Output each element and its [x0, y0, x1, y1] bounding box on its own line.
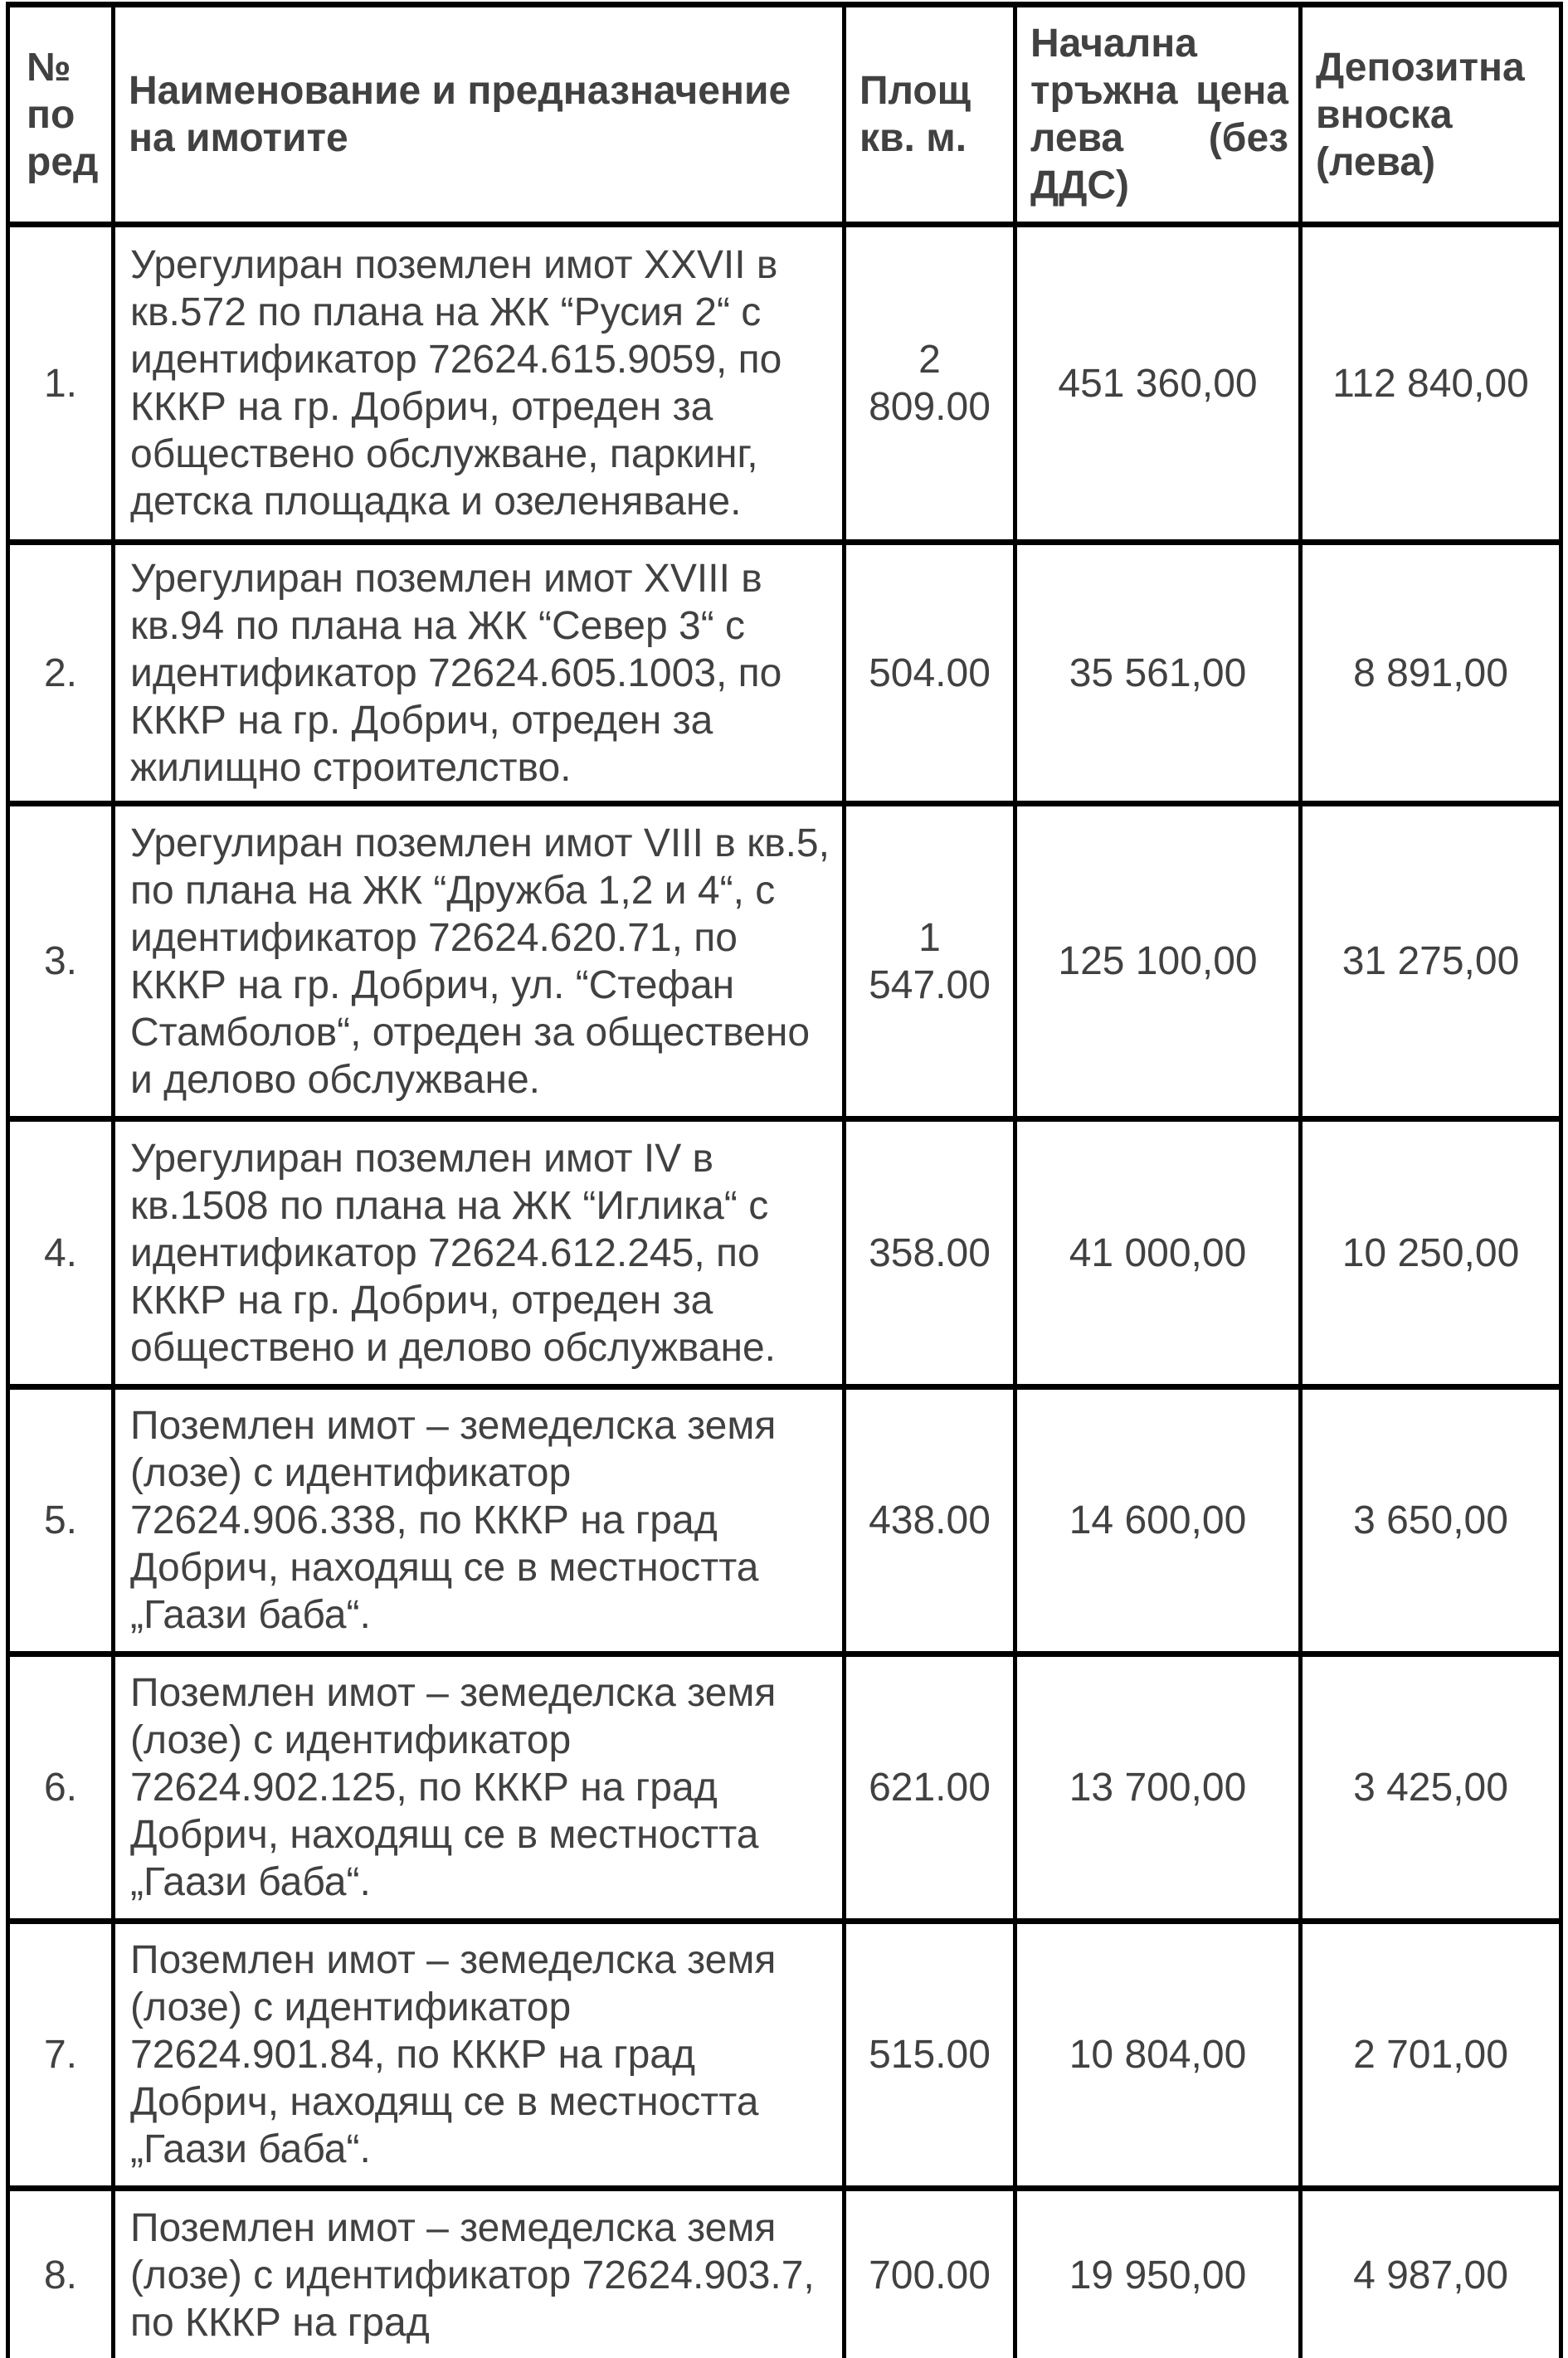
- table-row: [8, 225, 1561, 543]
- start-price: 451 360,00: [1015, 225, 1301, 543]
- start-price: 41 000,00: [1015, 1119, 1301, 1387]
- property-name: Урегулиран поземлен имот IV в кв.1508 по плана на ЖК “Иглика“ с идентификатор 72624.612.245, по КККР на гр. Добрич, отреден за обществено и делово обслужване.: [114, 1119, 845, 1387]
- deposit-amount: 31 275,00: [1301, 804, 1561, 1119]
- deposit-amount: 3 650,00: [1301, 1387, 1561, 1654]
- property-area: 700.00: [845, 2189, 1015, 2358]
- row-number: 3.: [8, 804, 114, 1119]
- header-cell-deposit: Депозитна вноска (лева): [1301, 5, 1561, 225]
- deposit-amount: 2 701,00: [1301, 1922, 1561, 2189]
- start-price: 19 950,00: [1015, 2189, 1301, 2358]
- table-row: [8, 1654, 1561, 1922]
- table-row: [8, 1119, 1561, 1387]
- property-name: Урегулиран поземлен имот VIII в кв.5, по плана на ЖК “Дружба 1,2 и 4“, с идентификатор 72624.620.71, по КККР на гр. Добрич, ул. “Стефан Стамболов“, отреден за обществено и делово обслужване.: [114, 804, 845, 1119]
- table-row: [8, 1387, 1561, 1654]
- table-row: [8, 2189, 1561, 2358]
- property-name: Поземлен имот – земеделска земя (лозе) с идентификатор 72624.903.7, по КККР на град: [114, 2189, 845, 2358]
- properties-auction-table: [6, 2, 1563, 2358]
- table-row: [8, 543, 1561, 804]
- property-area: 1 547.00: [845, 804, 1015, 1119]
- row-number: 4.: [8, 1119, 114, 1387]
- header-cell-start-price: Начална тръжна цена лева (без ДДС): [1015, 5, 1301, 225]
- start-price: 125 100,00: [1015, 804, 1301, 1119]
- row-number: 5.: [8, 1387, 114, 1654]
- property-area: 504.00: [845, 543, 1015, 804]
- row-number: 7.: [8, 1922, 114, 2189]
- start-price: 35 561,00: [1015, 543, 1301, 804]
- row-number: 6.: [8, 1654, 114, 1922]
- table-row: [8, 1922, 1561, 2189]
- deposit-amount: 8 891,00: [1301, 543, 1561, 804]
- deposit-amount: 10 250,00: [1301, 1119, 1561, 1387]
- property-name: Поземлен имот – земеделска земя (лозе) с идентификатор 72624.902.125, по КККР на град Добрич, находящ се в местността „Гаази баба“.: [114, 1654, 845, 1922]
- row-number: 1.: [8, 225, 114, 543]
- start-price: 14 600,00: [1015, 1387, 1301, 1654]
- row-number: 8.: [8, 2189, 114, 2358]
- row-number: 2.: [8, 543, 114, 804]
- deposit-amount: 3 425,00: [1301, 1654, 1561, 1922]
- property-name: Поземлен имот – земеделска земя (лозе) с идентификатор 72624.906.338, по КККР на град Добрич, находящ се в местността „Гаази баба“.: [114, 1387, 845, 1654]
- property-area: 2 809.00: [845, 225, 1015, 543]
- table-row: [8, 804, 1561, 1119]
- property-name: Урегулиран поземлен имот XXVII в кв.572 по плана на ЖК “Русия 2“ с идентификатор 72624.615.9059, по КККР на гр. Добрич, отреден за обществено обслужване, паркинг, детска площадка и озеленяване.: [114, 225, 845, 543]
- property-area: 438.00: [845, 1387, 1015, 1654]
- deposit-amount: 4 987,00: [1301, 2189, 1561, 2358]
- table-header-row: [8, 5, 1561, 225]
- start-price: 13 700,00: [1015, 1654, 1301, 1922]
- property-area: 515.00: [845, 1922, 1015, 2189]
- property-name: Поземлен имот – земеделска земя (лозе) с идентификатор 72624.901.84, по КККР на град Добрич, находящ се в местността „Гаази баба“.: [114, 1922, 845, 2189]
- header-cell-name: Наименование и предназначение на имотите: [114, 5, 845, 225]
- property-area: 358.00: [845, 1119, 1015, 1387]
- header-cell-area: Площ кв. м.: [845, 5, 1015, 225]
- deposit-amount: 112 840,00: [1301, 225, 1561, 543]
- header-cell-number: № по ред: [8, 5, 114, 225]
- property-name: Урегулиран поземлен имот XVIII в кв.94 по плана на ЖК “Север 3“ с идентификатор 72624.605.1003, по КККР на гр. Добрич, отреден за жилищно строителство.: [114, 543, 845, 804]
- property-area: 621.00: [845, 1654, 1015, 1922]
- start-price: 10 804,00: [1015, 1922, 1301, 2189]
